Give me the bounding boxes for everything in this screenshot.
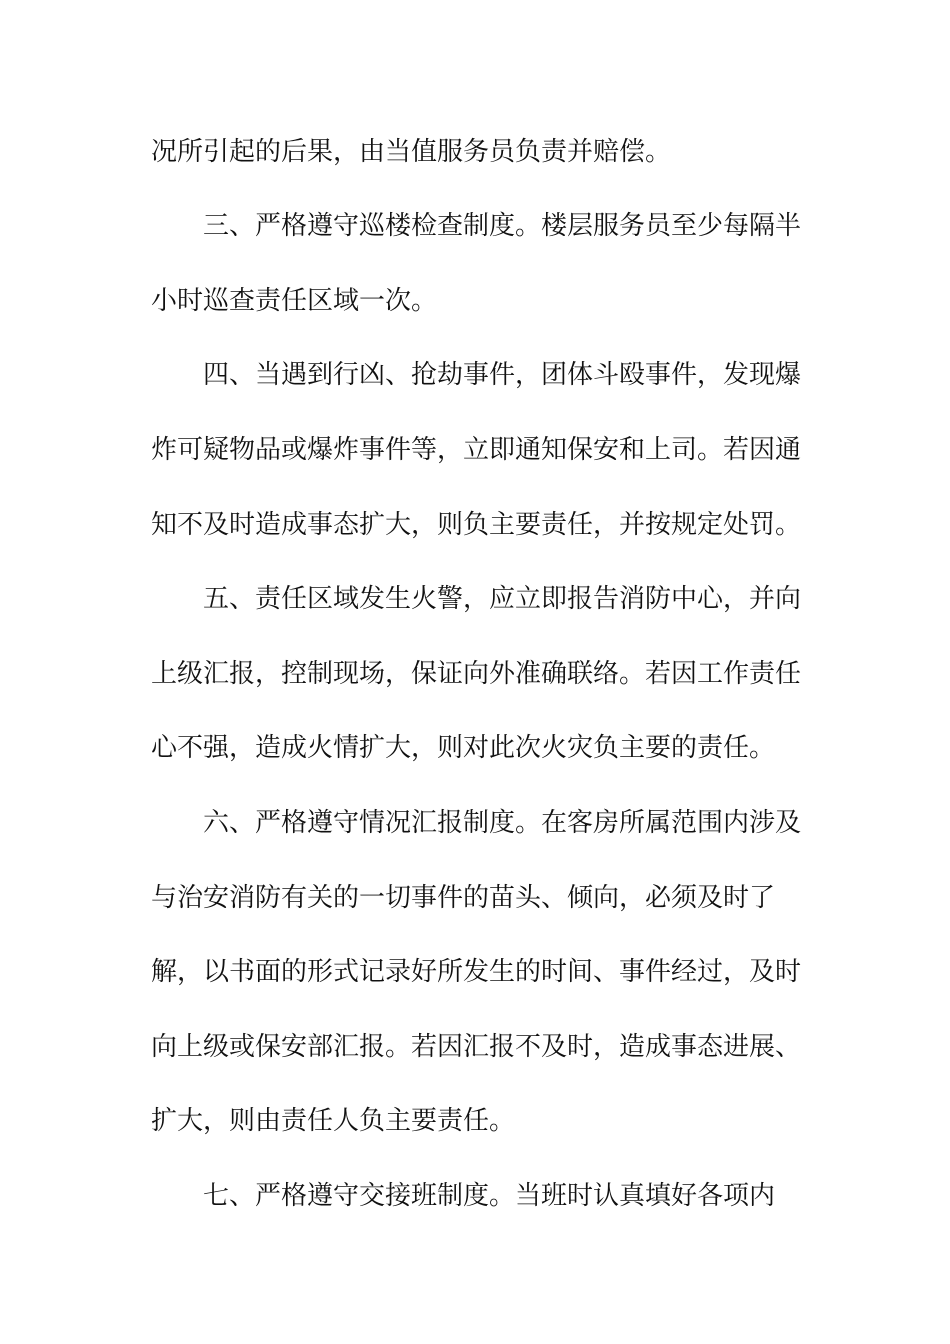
text-line-13: 向上级或保安部汇报。若因汇报不及时，造成事态进展、 <box>151 1032 802 1062</box>
text-line-6: 知不及时造成事态扩大，则负主要责任，并按规定处罚。 <box>151 510 802 540</box>
text-line-5: 炸可疑物品或爆炸事件等，立即通知保安和上司。若因通 <box>151 435 802 465</box>
text-line-15: 七、严格遵守交接班制度。当班时认真填好各项内 <box>203 1181 776 1211</box>
text-line-12: 解，以书面的形式记录好所发生的时间、事件经过，及时 <box>151 957 802 987</box>
text-line-3: 小时巡查责任区域一次。 <box>151 286 438 316</box>
text-line-4: 四、当遇到行凶、抢劫事件，团体斗殴事件，发现爆 <box>203 360 802 390</box>
text-line-11: 与治安消防有关的一切事件的苗头、倾向，必须及时了 <box>151 883 776 913</box>
text-line-8: 上级汇报，控制现场，保证向外准确联络。若因工作责任 <box>151 659 802 689</box>
text-line-7: 五、责任区域发生火警，应立即报告消防中心，并向 <box>203 584 802 614</box>
text-line-14: 扩大，则由责任人负主要责任。 <box>151 1106 516 1136</box>
text-line-9: 心不强，造成火情扩大，则对此次火灾负主要的责任。 <box>151 733 776 763</box>
text-line-2: 三、严格遵守巡楼检查制度。楼层服务员至少每隔半 <box>203 211 802 241</box>
text-line-10: 六、严格遵守情况汇报制度。在客房所属范围内涉及 <box>203 808 802 838</box>
text-line-1: 况所引起的后果，由当值服务员负责并赔偿。 <box>151 137 672 167</box>
